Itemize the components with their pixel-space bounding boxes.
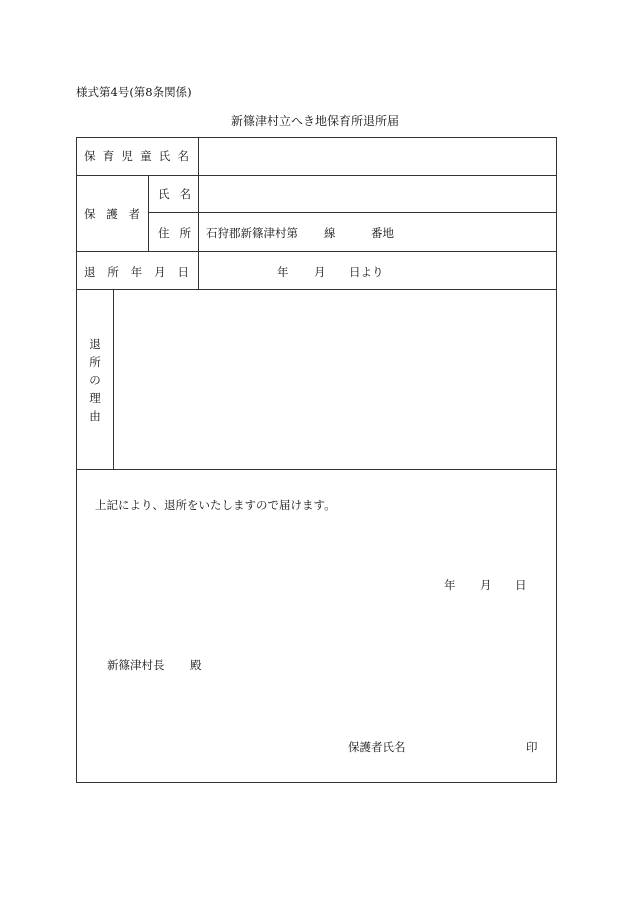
guardian-signature-label: 保護者氏名 <box>348 740 406 754</box>
label-char: 退 <box>84 265 96 279</box>
row-divider <box>148 212 557 213</box>
label-char: 理 <box>89 391 101 405</box>
label-char: 名 <box>179 187 191 201</box>
label-char: 年 <box>130 265 143 279</box>
seal-mark: 印 <box>526 740 538 754</box>
column-divider <box>148 175 149 251</box>
label-char: 由 <box>89 409 101 423</box>
label-char: 所 <box>89 355 101 369</box>
child-name-label <box>84 148 189 164</box>
declaration-month-unit: 月 <box>480 578 492 592</box>
label-char: 児 <box>121 149 133 163</box>
guardian-name-field[interactable] <box>200 177 555 210</box>
declaration-statement: 上記により、退所をいたしますので届けます。 <box>95 498 336 512</box>
declaration-year-unit: 年 <box>444 578 456 592</box>
declaration-day-unit: 日 <box>515 578 527 592</box>
label-char: 護 <box>106 207 118 221</box>
form-title: 新篠津村立へき地保育所退所届 <box>230 114 399 128</box>
label-char: 童 <box>140 149 152 163</box>
label-char: 退 <box>89 337 101 351</box>
label-char: 者 <box>128 207 140 221</box>
column-divider <box>113 289 114 469</box>
form-reference: 様式第4号(第8条関係) <box>76 85 192 99</box>
label-char: 氏 <box>158 187 170 201</box>
label-char: 保 <box>84 149 96 163</box>
address-line-unit: 線 <box>324 226 336 240</box>
withdrawal-date-label <box>84 264 189 280</box>
address-lot-unit: 番地 <box>371 226 394 240</box>
label-char: 日 <box>177 265 189 279</box>
label-char: 所 <box>179 226 191 240</box>
reason-field[interactable] <box>115 291 555 467</box>
address-prefix: 石狩郡新篠津村第 <box>206 226 298 240</box>
column-divider <box>198 137 199 289</box>
date-day-from-unit: 日より <box>349 265 384 279</box>
label-char: 保 <box>84 207 96 221</box>
date-year-unit: 年 <box>277 265 289 279</box>
reason-label <box>88 336 102 424</box>
child-name-field[interactable] <box>200 139 555 173</box>
label-char: 育 <box>102 149 115 163</box>
row-divider <box>76 289 557 290</box>
label-char: 名 <box>177 149 189 163</box>
addressee-honorific: 殿 <box>190 658 202 672</box>
label-char: 月 <box>154 265 166 279</box>
row-divider <box>76 251 557 252</box>
label-char: 氏 <box>158 149 171 163</box>
label-char: 所 <box>107 265 119 279</box>
date-month-unit: 月 <box>314 265 326 279</box>
guardian-address-label <box>158 225 191 241</box>
addressee: 新篠津村長 <box>107 658 165 672</box>
row-divider <box>76 469 557 470</box>
guardian-label <box>84 206 140 222</box>
guardian-name-label <box>158 186 191 202</box>
label-char: の <box>89 373 101 387</box>
label-char: 住 <box>158 226 170 240</box>
